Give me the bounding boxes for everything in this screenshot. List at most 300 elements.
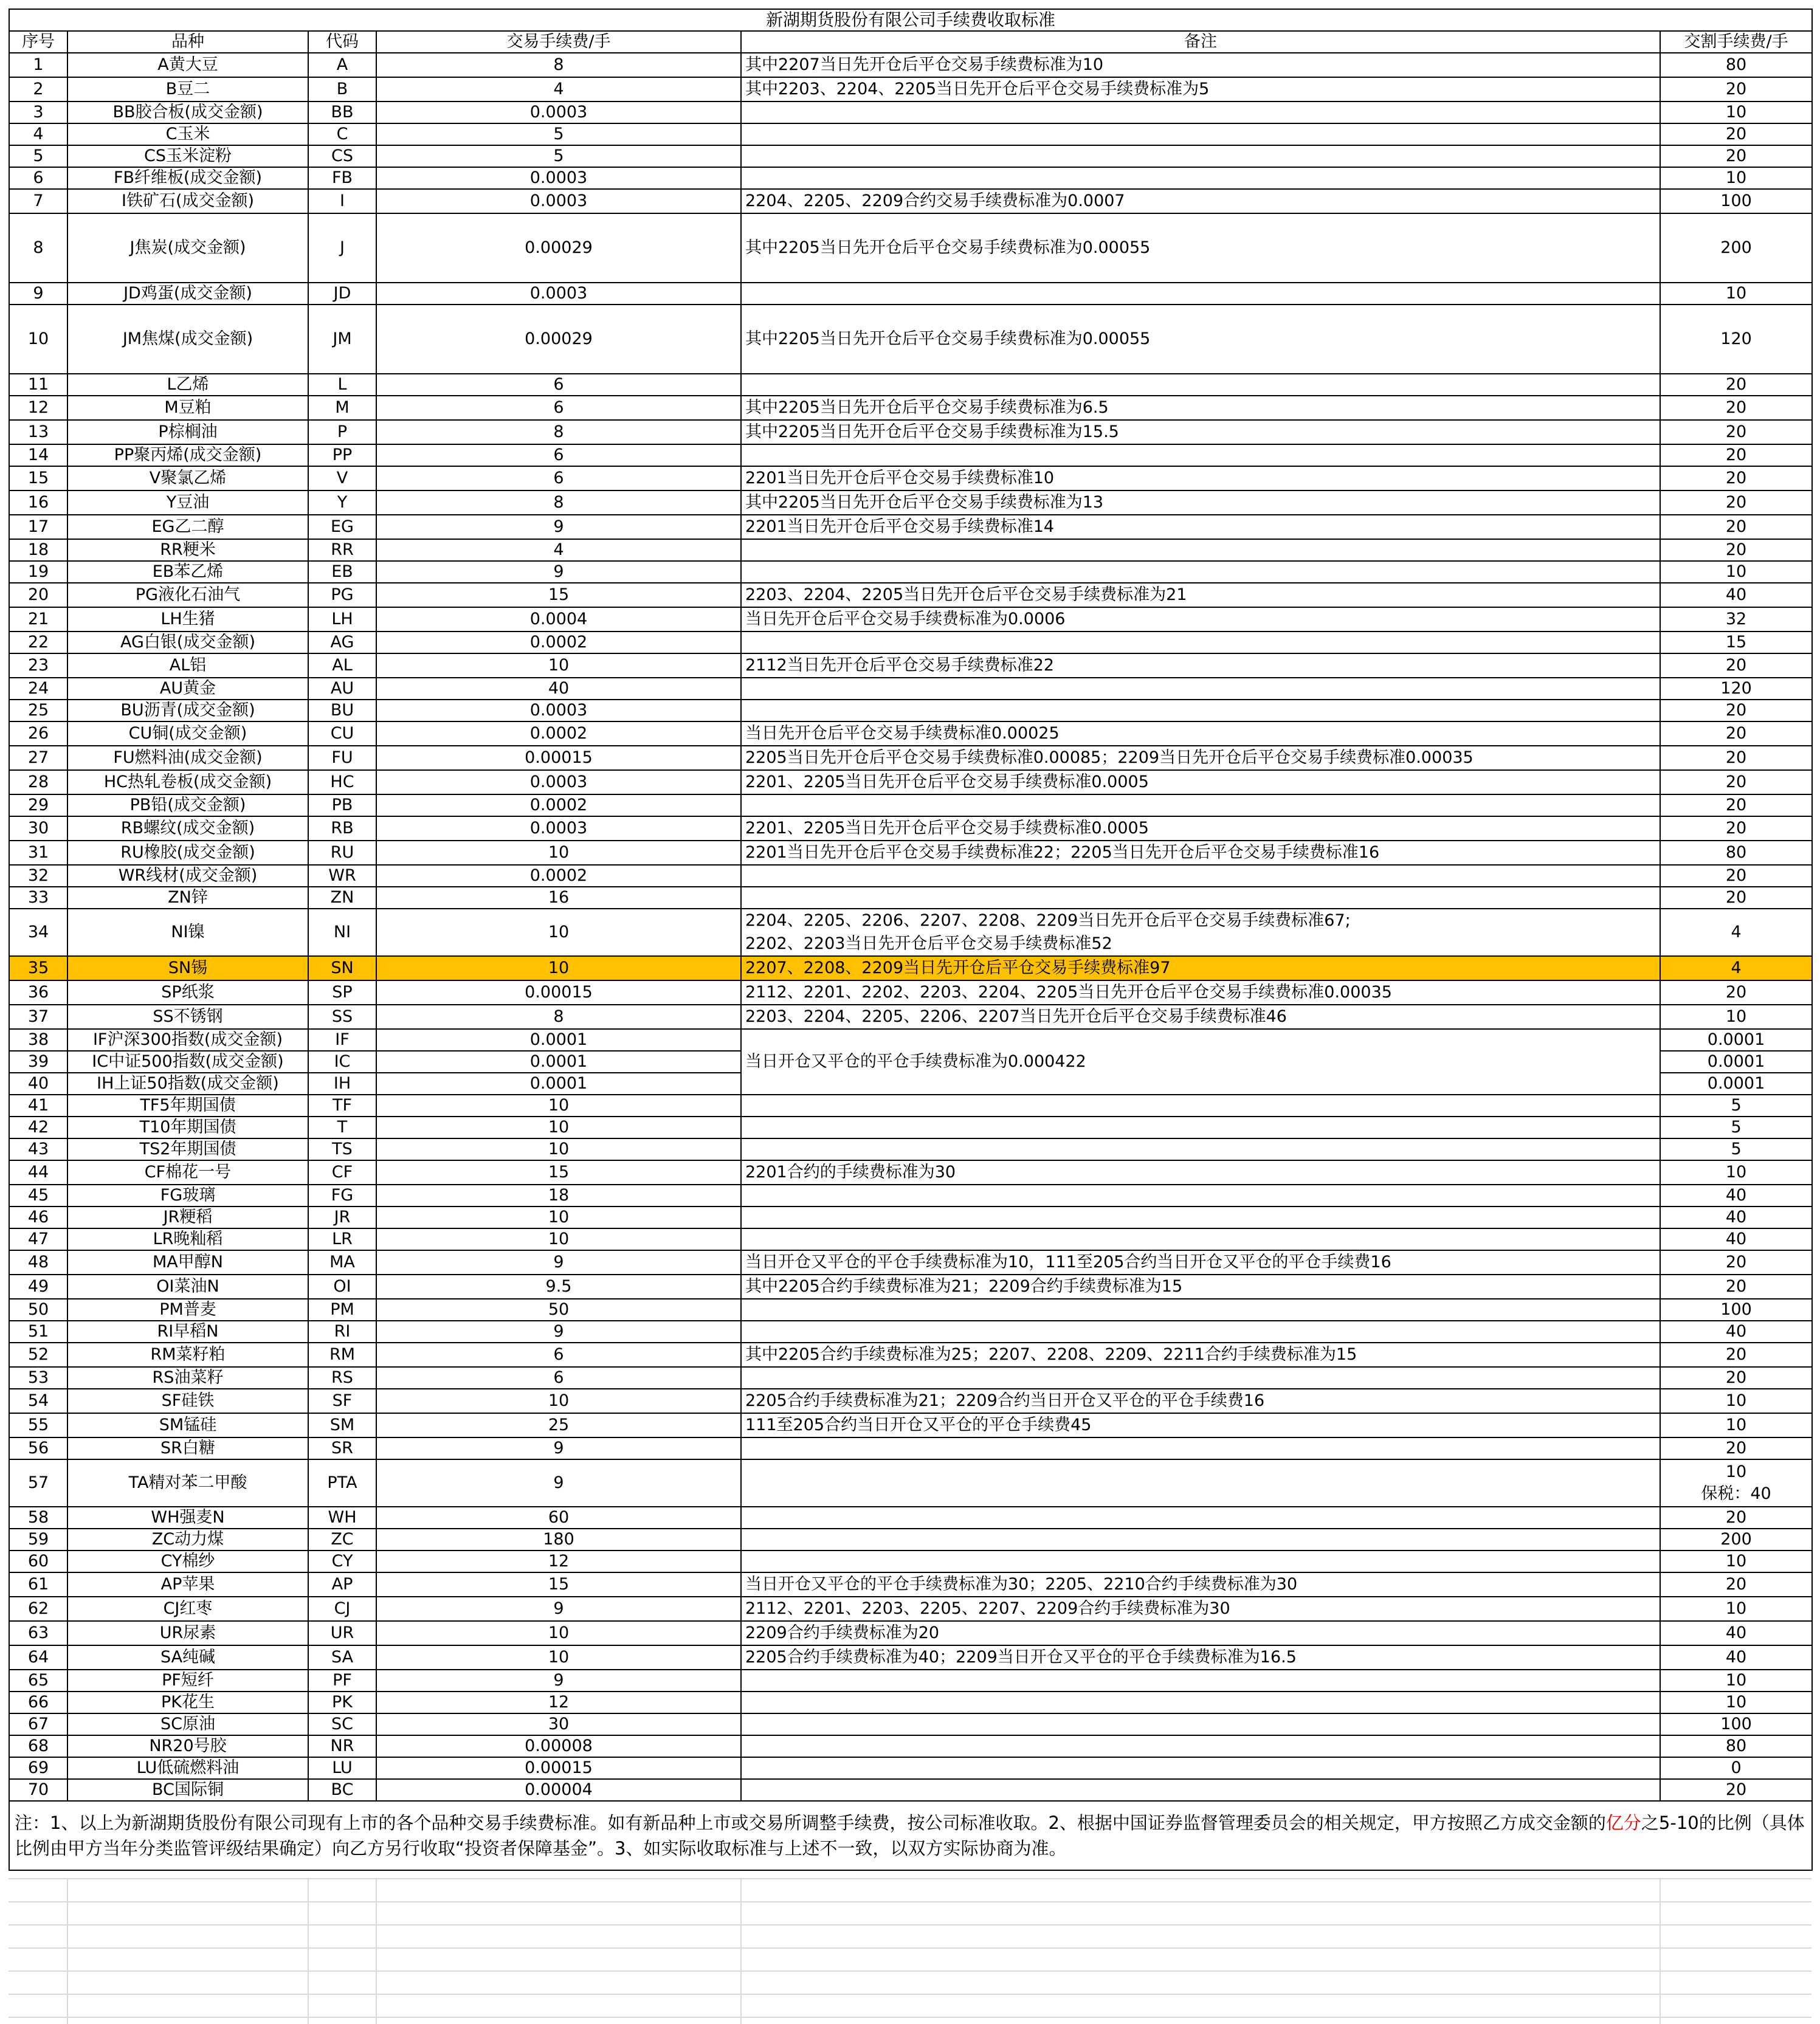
delivery-fee-cell[interactable]: 4 [1660, 956, 1812, 980]
row-number-cell[interactable]: 36 [9, 980, 67, 1005]
delivery-fee-cell[interactable]: 10 保税：40 [1660, 1459, 1812, 1507]
trading-fee-cell[interactable]: 0.00015 [376, 980, 741, 1005]
variety-cell[interactable]: ZN锌 [67, 887, 308, 909]
code-cell[interactable]: AU [308, 678, 376, 700]
variety-cell[interactable]: PF短纤 [67, 1670, 308, 1692]
remark-cell[interactable] [741, 1735, 1660, 1757]
code-cell[interactable]: FU [308, 746, 376, 770]
variety-cell[interactable]: HC热轧卷板(成交金额) [67, 770, 308, 794]
sheet-title[interactable]: 新湖期货股份有限公司手续费收取标准 [9, 9, 1812, 31]
trading-fee-cell[interactable]: 10 [376, 909, 741, 956]
code-cell[interactable]: FG [308, 1185, 376, 1206]
delivery-fee-cell[interactable]: 40 [1660, 1621, 1812, 1645]
trading-fee-cell[interactable]: 0.00029 [376, 305, 741, 374]
remark-cell[interactable]: 其中2205合约手续费标准为25；2207、2208、2209、2211合约手续费标准为15 [741, 1343, 1660, 1367]
row-number-cell[interactable]: 39 [9, 1051, 67, 1073]
remark-cell[interactable]: 111至205合约当日开仓又平仓的平仓手续费45 [741, 1413, 1660, 1437]
variety-cell[interactable]: RS油菜籽 [67, 1367, 308, 1389]
trading-fee-cell[interactable]: 0.0003 [376, 770, 741, 794]
delivery-fee-cell[interactable]: 0.0001 [1660, 1051, 1812, 1073]
row-number-cell[interactable]: 51 [9, 1321, 67, 1343]
trading-fee-cell[interactable]: 15 [376, 1160, 741, 1185]
trading-fee-cell[interactable]: 0.0002 [376, 865, 741, 887]
row-number-cell[interactable]: 54 [9, 1389, 67, 1413]
variety-cell[interactable]: TF5年期国债 [67, 1095, 308, 1117]
remark-cell[interactable]: 2112、2201、2202、2203、2204、2205当日先开仓后平仓交易手续费标准0.00035 [741, 980, 1660, 1005]
code-cell[interactable]: PF [308, 1670, 376, 1692]
variety-cell[interactable]: FB纤维板(成交金额) [67, 167, 308, 189]
code-cell[interactable]: TF [308, 1095, 376, 1117]
row-number-cell[interactable]: 40 [9, 1073, 67, 1095]
delivery-fee-cell[interactable]: 40 [1660, 1228, 1812, 1250]
row-number-cell[interactable]: 45 [9, 1185, 67, 1206]
variety-cell[interactable]: EB苯乙烯 [67, 561, 308, 583]
row-number-cell[interactable]: 20 [9, 583, 67, 607]
footer-note[interactable] [9, 1801, 1812, 1870]
code-cell[interactable]: UR [308, 1621, 376, 1645]
remark-cell[interactable] [741, 1437, 1660, 1459]
remark-cell[interactable]: 2201、2205当日先开仓后平仓交易手续费标准0.0005 [741, 816, 1660, 841]
variety-cell[interactable]: CS玉米淀粉 [67, 145, 308, 167]
code-cell[interactable]: LR [308, 1228, 376, 1250]
code-cell[interactable]: EB [308, 561, 376, 583]
trading-fee-cell[interactable]: 6 [376, 1343, 741, 1367]
delivery-fee-cell[interactable]: 20 [1660, 653, 1812, 678]
delivery-fee-cell[interactable]: 20 [1660, 396, 1812, 420]
row-number-cell[interactable]: 31 [9, 841, 67, 865]
delivery-fee-cell[interactable]: 20 [1660, 491, 1812, 515]
remark-cell[interactable]: 2205合约手续费标准为40；2209当日开仓又平仓的平仓手续费标准为16.5 [741, 1645, 1660, 1670]
delivery-fee-cell[interactable]: 20 [1660, 721, 1812, 746]
variety-cell[interactable]: SF硅铁 [67, 1389, 308, 1413]
code-cell[interactable]: RS [308, 1367, 376, 1389]
delivery-fee-cell[interactable]: 5 [1660, 1117, 1812, 1138]
trading-fee-cell[interactable]: 10 [376, 1389, 741, 1413]
row-number-cell[interactable]: 64 [9, 1645, 67, 1670]
code-cell[interactable]: WH [308, 1507, 376, 1529]
delivery-fee-cell[interactable]: 20 [1660, 1507, 1812, 1529]
code-cell[interactable]: T [308, 1117, 376, 1138]
variety-cell[interactable]: A黄大豆 [67, 53, 308, 77]
remark-cell[interactable]: 当日开仓又平仓的平仓手续费标准为0.000422 [741, 1029, 1660, 1095]
remark-cell[interactable] [741, 1529, 1660, 1551]
trading-fee-cell[interactable]: 30 [376, 1713, 741, 1735]
row-number-cell[interactable]: 18 [9, 539, 67, 561]
variety-cell[interactable]: WH强麦N [67, 1507, 308, 1529]
delivery-fee-cell[interactable]: 120 [1660, 305, 1812, 374]
row-number-cell[interactable]: 2 [9, 77, 67, 102]
row-number-cell[interactable]: 13 [9, 420, 67, 444]
remark-cell[interactable] [741, 1779, 1660, 1801]
trading-fee-cell[interactable]: 9 [376, 1459, 741, 1507]
row-number-cell[interactable]: 32 [9, 865, 67, 887]
code-cell[interactable]: AG [308, 632, 376, 653]
delivery-fee-cell[interactable]: 10 [1660, 561, 1812, 583]
variety-cell[interactable]: T10年期国债 [67, 1117, 308, 1138]
code-cell[interactable]: JM [308, 305, 376, 374]
trading-fee-cell[interactable]: 0.0002 [376, 794, 741, 816]
delivery-fee-cell[interactable]: 20 [1660, 539, 1812, 561]
remark-cell[interactable]: 2201当日先开仓后平仓交易手续费标准10 [741, 466, 1660, 491]
row-number-cell[interactable]: 52 [9, 1343, 67, 1367]
remark-cell[interactable] [741, 283, 1660, 305]
variety-cell[interactable]: SA纯碱 [67, 1645, 308, 1670]
variety-cell[interactable]: MA甲醇N [67, 1250, 308, 1275]
variety-cell[interactable]: FU燃料油(成交金额) [67, 746, 308, 770]
code-cell[interactable]: BC [308, 1779, 376, 1801]
code-cell[interactable]: RI [308, 1321, 376, 1343]
trading-fee-cell[interactable]: 9 [376, 1670, 741, 1692]
trading-fee-cell[interactable]: 18 [376, 1185, 741, 1206]
code-cell[interactable]: AP [308, 1572, 376, 1597]
row-number-cell[interactable]: 50 [9, 1299, 67, 1321]
trading-fee-cell[interactable]: 10 [376, 1228, 741, 1250]
header-cell[interactable]: 代码 [308, 31, 376, 53]
code-cell[interactable]: PTA [308, 1459, 376, 1507]
delivery-fee-cell[interactable]: 20 [1660, 1367, 1812, 1389]
variety-cell[interactable]: SS不锈钢 [67, 1005, 308, 1029]
code-cell[interactable]: M [308, 396, 376, 420]
variety-cell[interactable]: L乙烯 [67, 374, 308, 396]
row-number-cell[interactable]: 1 [9, 53, 67, 77]
delivery-fee-cell[interactable]: 20 [1660, 466, 1812, 491]
row-number-cell[interactable]: 38 [9, 1029, 67, 1051]
row-number-cell[interactable]: 28 [9, 770, 67, 794]
code-cell[interactable]: WR [308, 865, 376, 887]
trading-fee-cell[interactable]: 10 [376, 1645, 741, 1670]
variety-cell[interactable]: B豆二 [67, 77, 308, 102]
delivery-fee-cell[interactable]: 10 [1660, 1597, 1812, 1621]
remark-cell[interactable]: 2201合约的手续费标准为30 [741, 1160, 1660, 1185]
trading-fee-cell[interactable]: 4 [376, 77, 741, 102]
remark-cell[interactable] [741, 1757, 1660, 1779]
variety-cell[interactable]: AL铝 [67, 653, 308, 678]
variety-cell[interactable]: SN锡 [67, 956, 308, 980]
code-cell[interactable]: PM [308, 1299, 376, 1321]
row-number-cell[interactable]: 16 [9, 491, 67, 515]
remark-cell[interactable] [741, 561, 1660, 583]
row-number-cell[interactable]: 4 [9, 123, 67, 145]
row-number-cell[interactable]: 9 [9, 283, 67, 305]
remark-cell[interactable]: 当日开仓又平仓的平仓手续费标准为30；2205、2210合约手续费标准为30 [741, 1572, 1660, 1597]
row-number-cell[interactable]: 56 [9, 1437, 67, 1459]
trading-fee-cell[interactable]: 10 [376, 841, 741, 865]
remark-cell[interactable] [741, 145, 1660, 167]
code-cell[interactable]: CS [308, 145, 376, 167]
delivery-fee-cell[interactable]: 10 [1660, 1692, 1812, 1713]
row-number-cell[interactable]: 7 [9, 189, 67, 213]
row-number-cell[interactable]: 63 [9, 1621, 67, 1645]
row-number-cell[interactable]: 11 [9, 374, 67, 396]
row-number-cell[interactable]: 55 [9, 1413, 67, 1437]
trading-fee-cell[interactable]: 40 [376, 678, 741, 700]
code-cell[interactable]: CY [308, 1551, 376, 1572]
delivery-fee-cell[interactable]: 20 [1660, 444, 1812, 466]
delivery-fee-cell[interactable]: 40 [1660, 583, 1812, 607]
trading-fee-cell[interactable]: 10 [376, 653, 741, 678]
remark-cell[interactable]: 当日先开仓后平仓交易手续费标准为0.0006 [741, 607, 1660, 632]
row-number-cell[interactable]: 41 [9, 1095, 67, 1117]
code-cell[interactable]: MA [308, 1250, 376, 1275]
variety-cell[interactable]: NI镍 [67, 909, 308, 956]
variety-cell[interactable]: WR线材(成交金额) [67, 865, 308, 887]
code-cell[interactable]: RB [308, 816, 376, 841]
delivery-fee-cell[interactable]: 20 [1660, 794, 1812, 816]
trading-fee-cell[interactable]: 8 [376, 53, 741, 77]
variety-cell[interactable]: RB螺纹(成交金额) [67, 816, 308, 841]
delivery-fee-cell[interactable]: 40 [1660, 1321, 1812, 1343]
remark-cell[interactable] [741, 1321, 1660, 1343]
remark-cell[interactable]: 其中2205当日先开仓后平仓交易手续费标准为0.00055 [741, 305, 1660, 374]
trading-fee-cell[interactable]: 0.0003 [376, 102, 741, 123]
delivery-fee-cell[interactable]: 20 [1660, 746, 1812, 770]
remark-cell[interactable] [741, 794, 1660, 816]
row-number-cell[interactable]: 68 [9, 1735, 67, 1757]
delivery-fee-cell[interactable]: 10 [1660, 1551, 1812, 1572]
delivery-fee-cell[interactable]: 100 [1660, 189, 1812, 213]
delivery-fee-cell[interactable]: 80 [1660, 1735, 1812, 1757]
variety-cell[interactable]: Y豆油 [67, 491, 308, 515]
delivery-fee-cell[interactable]: 20 [1660, 1250, 1812, 1275]
variety-cell[interactable]: ZC动力煤 [67, 1529, 308, 1551]
row-number-cell[interactable]: 69 [9, 1757, 67, 1779]
variety-cell[interactable]: TA精对苯二甲酸 [67, 1459, 308, 1507]
trading-fee-cell[interactable]: 12 [376, 1551, 741, 1572]
delivery-fee-cell[interactable]: 20 [1660, 1572, 1812, 1597]
remark-cell[interactable]: 当日开仓又平仓的平仓手续费标准为10，111至205合约当日开仓又平仓的平仓手续费16 [741, 1250, 1660, 1275]
row-number-cell[interactable]: 57 [9, 1459, 67, 1507]
row-number-cell[interactable]: 49 [9, 1275, 67, 1299]
header-cell[interactable]: 交割手续费/手 [1660, 31, 1812, 53]
row-number-cell[interactable]: 22 [9, 632, 67, 653]
code-cell[interactable]: OI [308, 1275, 376, 1299]
delivery-fee-cell[interactable]: 20 [1660, 770, 1812, 794]
trading-fee-cell[interactable]: 6 [376, 466, 741, 491]
code-cell[interactable]: IC [308, 1051, 376, 1073]
trading-fee-cell[interactable]: 0.0001 [376, 1029, 741, 1051]
variety-cell[interactable]: BU沥青(成交金额) [67, 700, 308, 721]
delivery-fee-cell[interactable]: 20 [1660, 865, 1812, 887]
code-cell[interactable]: P [308, 420, 376, 444]
remark-cell[interactable]: 2204、2205、2206、2207、2208、2209当日先开仓后平仓交易手续费标准67; 2202、2203当日先开仓后平仓交易手续费标准52 [741, 909, 1660, 956]
variety-cell[interactable]: SC原油 [67, 1713, 308, 1735]
row-number-cell[interactable]: 67 [9, 1713, 67, 1735]
remark-cell[interactable]: 其中2205当日先开仓后平仓交易手续费标准为6.5 [741, 396, 1660, 420]
delivery-fee-cell[interactable]: 100 [1660, 1299, 1812, 1321]
delivery-fee-cell[interactable]: 0 [1660, 1757, 1812, 1779]
variety-cell[interactable]: OI菜油N [67, 1275, 308, 1299]
variety-cell[interactable]: IC中证500指数(成交金额) [67, 1051, 308, 1073]
code-cell[interactable]: FB [308, 167, 376, 189]
code-cell[interactable]: HC [308, 770, 376, 794]
row-number-cell[interactable]: 35 [9, 956, 67, 980]
code-cell[interactable]: C [308, 123, 376, 145]
delivery-fee-cell[interactable]: 10 [1660, 1005, 1812, 1029]
variety-cell[interactable]: M豆粕 [67, 396, 308, 420]
variety-cell[interactable]: LU低硫燃料油 [67, 1757, 308, 1779]
variety-cell[interactable]: LR晚籼稻 [67, 1228, 308, 1250]
header-cell[interactable]: 交易手续费/手 [376, 31, 741, 53]
trading-fee-cell[interactable]: 10 [376, 956, 741, 980]
code-cell[interactable]: RU [308, 841, 376, 865]
remark-cell[interactable]: 2205合约手续费标准为21；2209合约当日开仓又平仓的平仓手续费16 [741, 1389, 1660, 1413]
remark-cell[interactable]: 2205当日先开仓后平仓交易手续费标准0.00085；2209当日先开仓后平仓交易手续费标准0.00035 [741, 746, 1660, 770]
remark-cell[interactable]: 2201当日先开仓后平仓交易手续费标准22；2205当日先开仓后平仓交易手续费标准16 [741, 841, 1660, 865]
trading-fee-cell[interactable]: 0.0003 [376, 283, 741, 305]
remark-cell[interactable] [741, 1670, 1660, 1692]
code-cell[interactable]: PP [308, 444, 376, 466]
remark-cell[interactable]: 其中2205当日先开仓后平仓交易手续费标准为15.5 [741, 420, 1660, 444]
remark-cell[interactable] [741, 123, 1660, 145]
row-number-cell[interactable]: 19 [9, 561, 67, 583]
row-number-cell[interactable]: 24 [9, 678, 67, 700]
trading-fee-cell[interactable]: 0.0001 [376, 1051, 741, 1073]
variety-cell[interactable]: CU铜(成交金额) [67, 721, 308, 746]
remark-cell[interactable] [741, 1713, 1660, 1735]
variety-cell[interactable]: SM锰硅 [67, 1413, 308, 1437]
remark-cell[interactable] [741, 374, 1660, 396]
trading-fee-cell[interactable]: 6 [376, 1367, 741, 1389]
variety-cell[interactable]: SP纸浆 [67, 980, 308, 1005]
remark-cell[interactable] [741, 1459, 1660, 1507]
variety-cell[interactable]: AG白银(成交金额) [67, 632, 308, 653]
delivery-fee-cell[interactable]: 15 [1660, 632, 1812, 653]
trading-fee-cell[interactable]: 5 [376, 145, 741, 167]
delivery-fee-cell[interactable]: 40 [1660, 1206, 1812, 1228]
variety-cell[interactable]: AP苹果 [67, 1572, 308, 1597]
trading-fee-cell[interactable]: 4 [376, 539, 741, 561]
trading-fee-cell[interactable]: 0.00015 [376, 1757, 741, 1779]
trading-fee-cell[interactable]: 6 [376, 396, 741, 420]
code-cell[interactable]: CF [308, 1160, 376, 1185]
delivery-fee-cell[interactable]: 20 [1660, 515, 1812, 539]
delivery-fee-cell[interactable]: 10 [1660, 167, 1812, 189]
trading-fee-cell[interactable]: 50 [376, 1299, 741, 1321]
code-cell[interactable]: BB [308, 102, 376, 123]
row-number-cell[interactable]: 26 [9, 721, 67, 746]
code-cell[interactable]: TS [308, 1138, 376, 1160]
variety-cell[interactable]: BC国际铜 [67, 1779, 308, 1801]
code-cell[interactable]: IF [308, 1029, 376, 1051]
delivery-fee-cell[interactable]: 80 [1660, 53, 1812, 77]
code-cell[interactable]: PK [308, 1692, 376, 1713]
trading-fee-cell[interactable]: 10 [376, 1206, 741, 1228]
row-number-cell[interactable]: 29 [9, 794, 67, 816]
trading-fee-cell[interactable]: 0.0002 [376, 632, 741, 653]
trading-fee-cell[interactable]: 9.5 [376, 1275, 741, 1299]
remark-cell[interactable] [741, 887, 1660, 909]
remark-cell[interactable] [741, 1299, 1660, 1321]
remark-cell[interactable]: 其中2203、2204、2205当日先开仓后平仓交易手续费标准为5 [741, 77, 1660, 102]
remark-cell[interactable]: 其中2207当日先开仓后平仓交易手续费标准为10 [741, 53, 1660, 77]
row-number-cell[interactable]: 66 [9, 1692, 67, 1713]
delivery-fee-cell[interactable]: 20 [1660, 420, 1812, 444]
delivery-fee-cell[interactable]: 10 [1660, 1413, 1812, 1437]
remark-cell[interactable] [741, 1138, 1660, 1160]
delivery-fee-cell[interactable]: 40 [1660, 1185, 1812, 1206]
remark-cell[interactable] [741, 632, 1660, 653]
variety-cell[interactable]: RU橡胶(成交金额) [67, 841, 308, 865]
row-number-cell[interactable]: 14 [9, 444, 67, 466]
trading-fee-cell[interactable]: 15 [376, 583, 741, 607]
trading-fee-cell[interactable]: 25 [376, 1413, 741, 1437]
trading-fee-cell[interactable]: 0.0003 [376, 189, 741, 213]
trading-fee-cell[interactable]: 8 [376, 491, 741, 515]
remark-cell[interactable]: 当日先开仓后平仓交易手续费标准0.00025 [741, 721, 1660, 746]
delivery-fee-cell[interactable]: 120 [1660, 678, 1812, 700]
remark-cell[interactable]: 2203、2204、2205、2206、2207当日先开仓后平仓交易手续费标准46 [741, 1005, 1660, 1029]
trading-fee-cell[interactable]: 0.00015 [376, 746, 741, 770]
variety-cell[interactable]: SR白糖 [67, 1437, 308, 1459]
row-number-cell[interactable]: 70 [9, 1779, 67, 1801]
delivery-fee-cell[interactable]: 20 [1660, 123, 1812, 145]
delivery-fee-cell[interactable]: 200 [1660, 1529, 1812, 1551]
code-cell[interactable]: V [308, 466, 376, 491]
row-number-cell[interactable]: 43 [9, 1138, 67, 1160]
trading-fee-cell[interactable]: 6 [376, 444, 741, 466]
code-cell[interactable]: NR [308, 1735, 376, 1757]
trading-fee-cell[interactable]: 9 [376, 1437, 741, 1459]
variety-cell[interactable]: J焦炭(成交金额) [67, 213, 308, 283]
code-cell[interactable]: SN [308, 956, 376, 980]
variety-cell[interactable]: AU黄金 [67, 678, 308, 700]
delivery-fee-cell[interactable]: 32 [1660, 607, 1812, 632]
trading-fee-cell[interactable]: 16 [376, 887, 741, 909]
row-number-cell[interactable]: 58 [9, 1507, 67, 1529]
variety-cell[interactable]: PM普麦 [67, 1299, 308, 1321]
remark-cell[interactable]: 2203、2204、2205当日先开仓后平仓交易手续费标准为21 [741, 583, 1660, 607]
trading-fee-cell[interactable]: 10 [376, 1095, 741, 1117]
delivery-fee-cell[interactable]: 20 [1660, 1343, 1812, 1367]
code-cell[interactable]: PG [308, 583, 376, 607]
remark-cell[interactable]: 其中2205合约手续费标准为21；2209合约手续费标准为15 [741, 1275, 1660, 1299]
trading-fee-cell[interactable]: 10 [376, 1138, 741, 1160]
row-number-cell[interactable]: 42 [9, 1117, 67, 1138]
row-number-cell[interactable]: 3 [9, 102, 67, 123]
delivery-fee-cell[interactable]: 5 [1660, 1095, 1812, 1117]
code-cell[interactable]: I [308, 189, 376, 213]
remark-cell[interactable] [741, 1206, 1660, 1228]
row-number-cell[interactable]: 30 [9, 816, 67, 841]
code-cell[interactable]: CU [308, 721, 376, 746]
delivery-fee-cell[interactable]: 80 [1660, 841, 1812, 865]
code-cell[interactable]: LU [308, 1757, 376, 1779]
delivery-fee-cell[interactable]: 100 [1660, 1713, 1812, 1735]
variety-cell[interactable]: V聚氯乙烯 [67, 466, 308, 491]
remark-cell[interactable]: 2112当日先开仓后平仓交易手续费标准22 [741, 653, 1660, 678]
delivery-fee-cell[interactable]: 200 [1660, 213, 1812, 283]
code-cell[interactable]: JR [308, 1206, 376, 1228]
delivery-fee-cell[interactable]: 0.0001 [1660, 1073, 1812, 1095]
row-number-cell[interactable]: 17 [9, 515, 67, 539]
variety-cell[interactable]: FG玻璃 [67, 1185, 308, 1206]
trading-fee-cell[interactable]: 0.0003 [376, 167, 741, 189]
row-number-cell[interactable]: 27 [9, 746, 67, 770]
code-cell[interactable]: J [308, 213, 376, 283]
delivery-fee-cell[interactable]: 20 [1660, 77, 1812, 102]
delivery-fee-cell[interactable]: 5 [1660, 1138, 1812, 1160]
remark-cell[interactable] [741, 1095, 1660, 1117]
row-number-cell[interactable]: 12 [9, 396, 67, 420]
trading-fee-cell[interactable]: 0.0004 [376, 607, 741, 632]
variety-cell[interactable]: RI早稻N [67, 1321, 308, 1343]
code-cell[interactable]: L [308, 374, 376, 396]
code-cell[interactable]: LH [308, 607, 376, 632]
code-cell[interactable]: B [308, 77, 376, 102]
variety-cell[interactable]: CY棉纱 [67, 1551, 308, 1572]
header-cell[interactable]: 品种 [67, 31, 308, 53]
delivery-fee-cell[interactable]: 20 [1660, 145, 1812, 167]
